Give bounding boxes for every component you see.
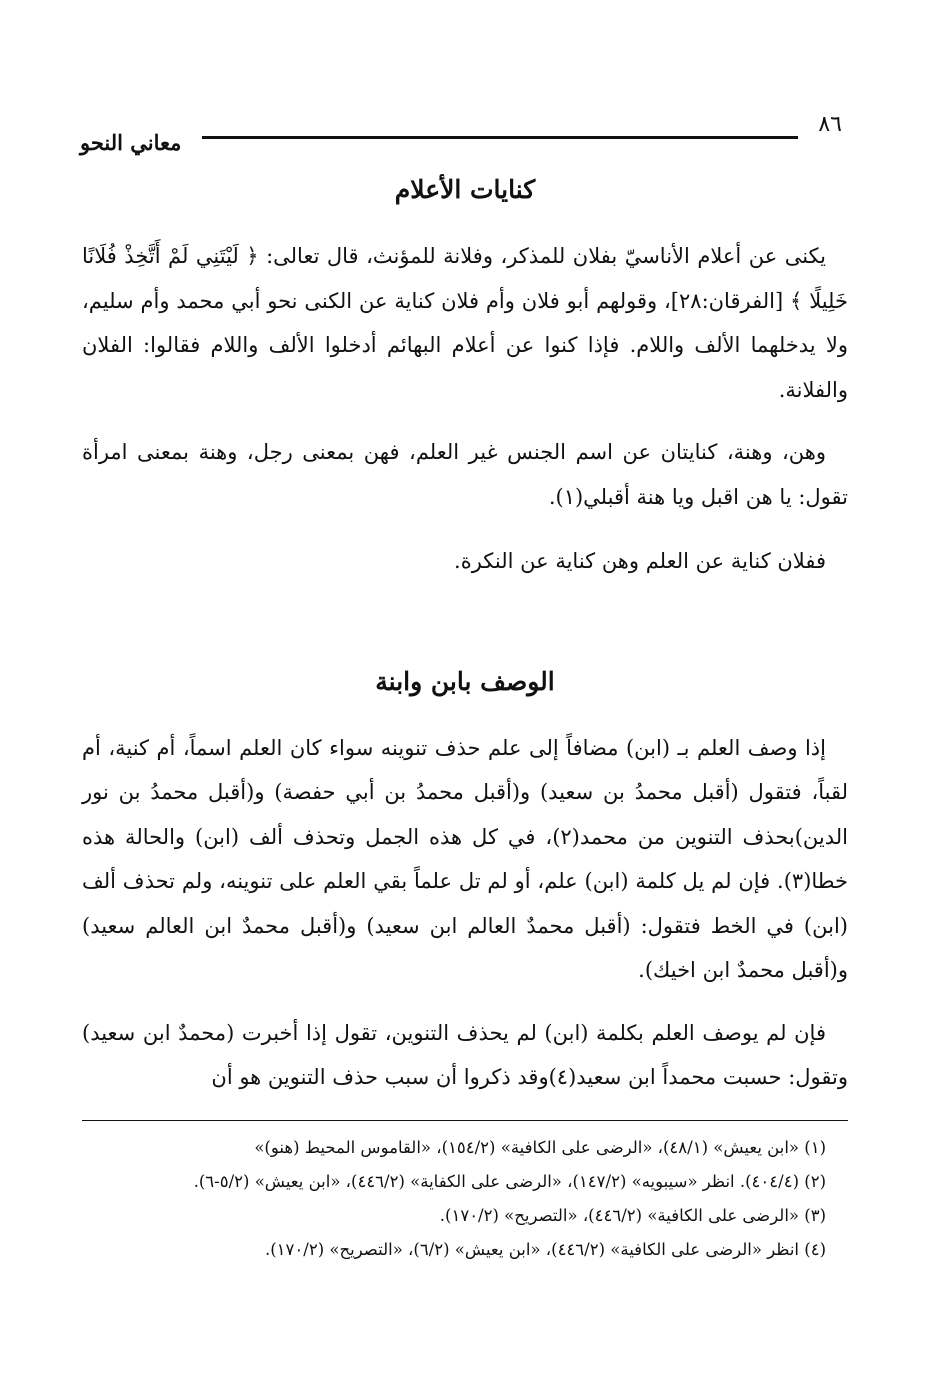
paragraph: ففلان كناية عن العلم وهن كناية عن النكرة.	[454, 549, 826, 573]
section-title: كنايات الأعلام	[394, 175, 536, 204]
running-title: معاني النحو	[80, 130, 182, 155]
footnotes	[82, 1120, 848, 1267]
main-text	[82, 168, 848, 1100]
footnote: (١) «ابن يعيش» (٤٨/١)، «الرضى على الكافية» (١٥٤/٢)، «القاموس المحيط (هنو)»	[254, 1138, 826, 1157]
paragraph: يكنى عن أعلام الأناسيّ بفلان للمذكر، وفلانة للمؤنث، قال تعالى: ﴿ لَيْتَنِي لَمْ أَتَّخِذْ فُلَانًا خَلِيلًا ﴾ [الفرقان:٢٨]، وقولهم أبو فلان وأم فلان كناية عن الكنى نحو أبي محمد وأم سليم، ولا يدخلهما الألف واللام. فإذا كنوا عن أعلام البهائم أدخلوا الألف واللام فقالوا: الفلان والفلانة.	[82, 244, 848, 402]
paragraph: فإن لم يوصف العلم بكلمة (ابن) لم يحذف التنوين، تقول إذا أخبرت (محمدٌ ابن سعيد) وتقول: حسبت محمداً ابن سعيد(٤)وقد ذكروا أن سبب حذف التنوين هو أن	[82, 1020, 848, 1089]
page-header	[80, 108, 850, 155]
footnote: (٣) «الرضى على الكافية» (٤٤٦/٢)، «التصريح» (١٧٠/٢).	[439, 1206, 826, 1225]
page-number: ٨٦	[818, 112, 842, 137]
section-title: الوصف بابن وابنة	[375, 666, 555, 696]
paragraph: إذا وصف العلم بـ (ابن) مضافاً إلى علم حذف تنوينه سواء كان العلم اسماً، أم كنية، أم لقباً، فتقول (أقبل محمدُ بن سعيد) و(أقبل محمدُ بن أبي حفصة) و(أقبل محمدُ بن نور الدين)بحذف التنوين من محمد(٢)، في كل هذه الجمل وتحذف ألف (ابن) والحالة هذه خطا(٣). فإن لم يل كلمة (ابن) علم، أو لم تل علماً بقي العلم على تنوينه، ولم تحذف ألف (ابن) في الخط فتقول: (أقبل محمدٌ العالم ابن سعيد) و(أقبل محمدٌ ابن العالم سعيد) و(أقبل محمدٌ ابن اخيك).	[82, 735, 848, 982]
footnote: (٢) (٤٠٤/٤). انظر «سيبويه» (١٤٧/٢)، «الرضى على الكفاية» (٤٤٦/٢)، «ابن يعيش» (٥/٢-٦).	[193, 1172, 826, 1191]
header-rule	[202, 136, 798, 139]
footnote: (٤) انظر «الرضى على الكافية» (٤٤٦/٢)، «ابن يعيش» (٦/٢)، «التصريح» (١٧٠/٢).	[264, 1240, 826, 1259]
paragraph: وهن، وهنة، كنايتان عن اسم الجنس غير العلم، فهن بمعنى رجل، وهنة بمعنى امرأة تقول: يا هن اقبل ويا هنة أقبلي(١).	[82, 440, 848, 509]
